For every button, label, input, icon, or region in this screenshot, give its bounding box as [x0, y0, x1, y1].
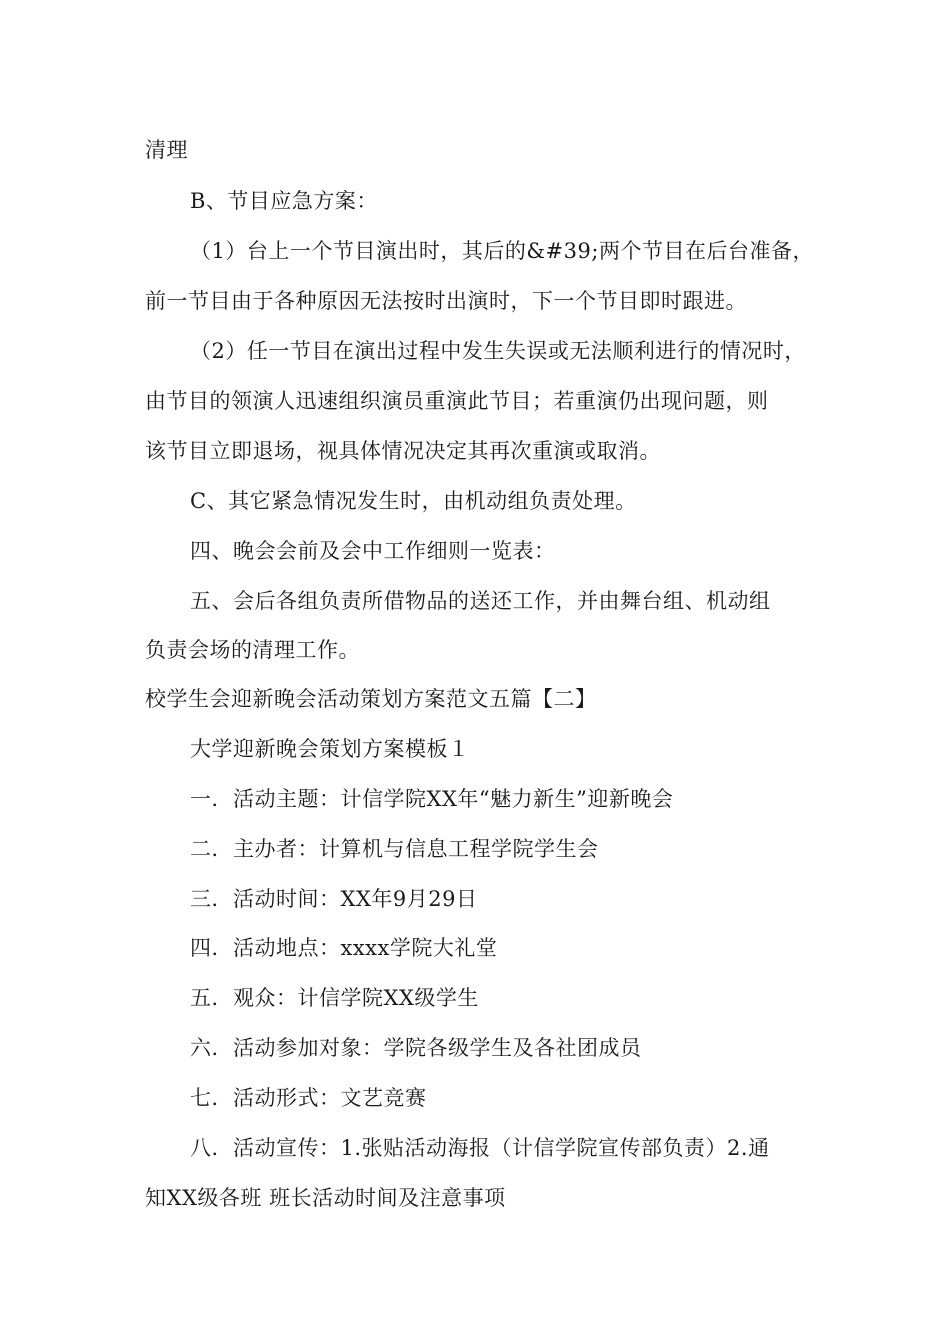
text-line: 四．活动地点：xxxx学院大礼堂 [190, 936, 498, 960]
text-line: 知XX级各班 班长活动时间及注意事项 [145, 1186, 506, 1210]
text-line: 一．活动主题：计信学院XX年“魅力新生”迎新晚会 [190, 787, 674, 811]
text-line: 该节目立即退场，视具体情况决定其再次重演或取消。 [145, 439, 661, 463]
text-line: 八．活动宣传：1.张贴活动海报（计信学院宣传部负责）2.通 [190, 1136, 770, 1160]
text-line: 前一节目由于各种原因无法按时出演时，下一个节目即时跟进。 [145, 289, 747, 313]
text-line: 四、晚会会前及会中工作细则一览表： [190, 539, 556, 563]
text-line: 二．主办者：计算机与信息工程学院学生会 [190, 837, 599, 861]
text-line: 五．观众：计信学院XX级学生 [190, 986, 479, 1010]
text-line: 清理 [145, 138, 188, 162]
text-line: 七．活动形式：文艺竞赛 [190, 1086, 427, 1110]
text-line: 由节目的领演人迅速组织演员重演此节目；若重演仍出现问题，则 [145, 389, 769, 413]
text-line: （1）台上一个节目演出时，其后的&#39;两个节目在后台准备， [190, 239, 814, 263]
text-line: 三．活动时间：XX年9月29日 [190, 887, 478, 911]
text-line: （2）任一节目在演出过程中发生失误或无法顺利进行的情况时， [190, 339, 806, 363]
text-line: B、节目应急方案： [190, 189, 378, 213]
text-line: 大学迎新晚会策划方案模板１ [190, 737, 470, 761]
text-line: 负责会场的清理工作。 [145, 638, 360, 662]
text-line: C、其它紧急情况发生时，由机动组负责处理。 [190, 489, 637, 513]
text-line: 五、会后各组负责所借物品的送还工作，并由舞台组、机动组 [190, 589, 771, 613]
text-line: 六．活动参加对象：学院各级学生及各社团成员 [190, 1036, 642, 1060]
section-heading: 校学生会迎新晚会活动策划方案范文五篇【二】 [145, 687, 597, 711]
